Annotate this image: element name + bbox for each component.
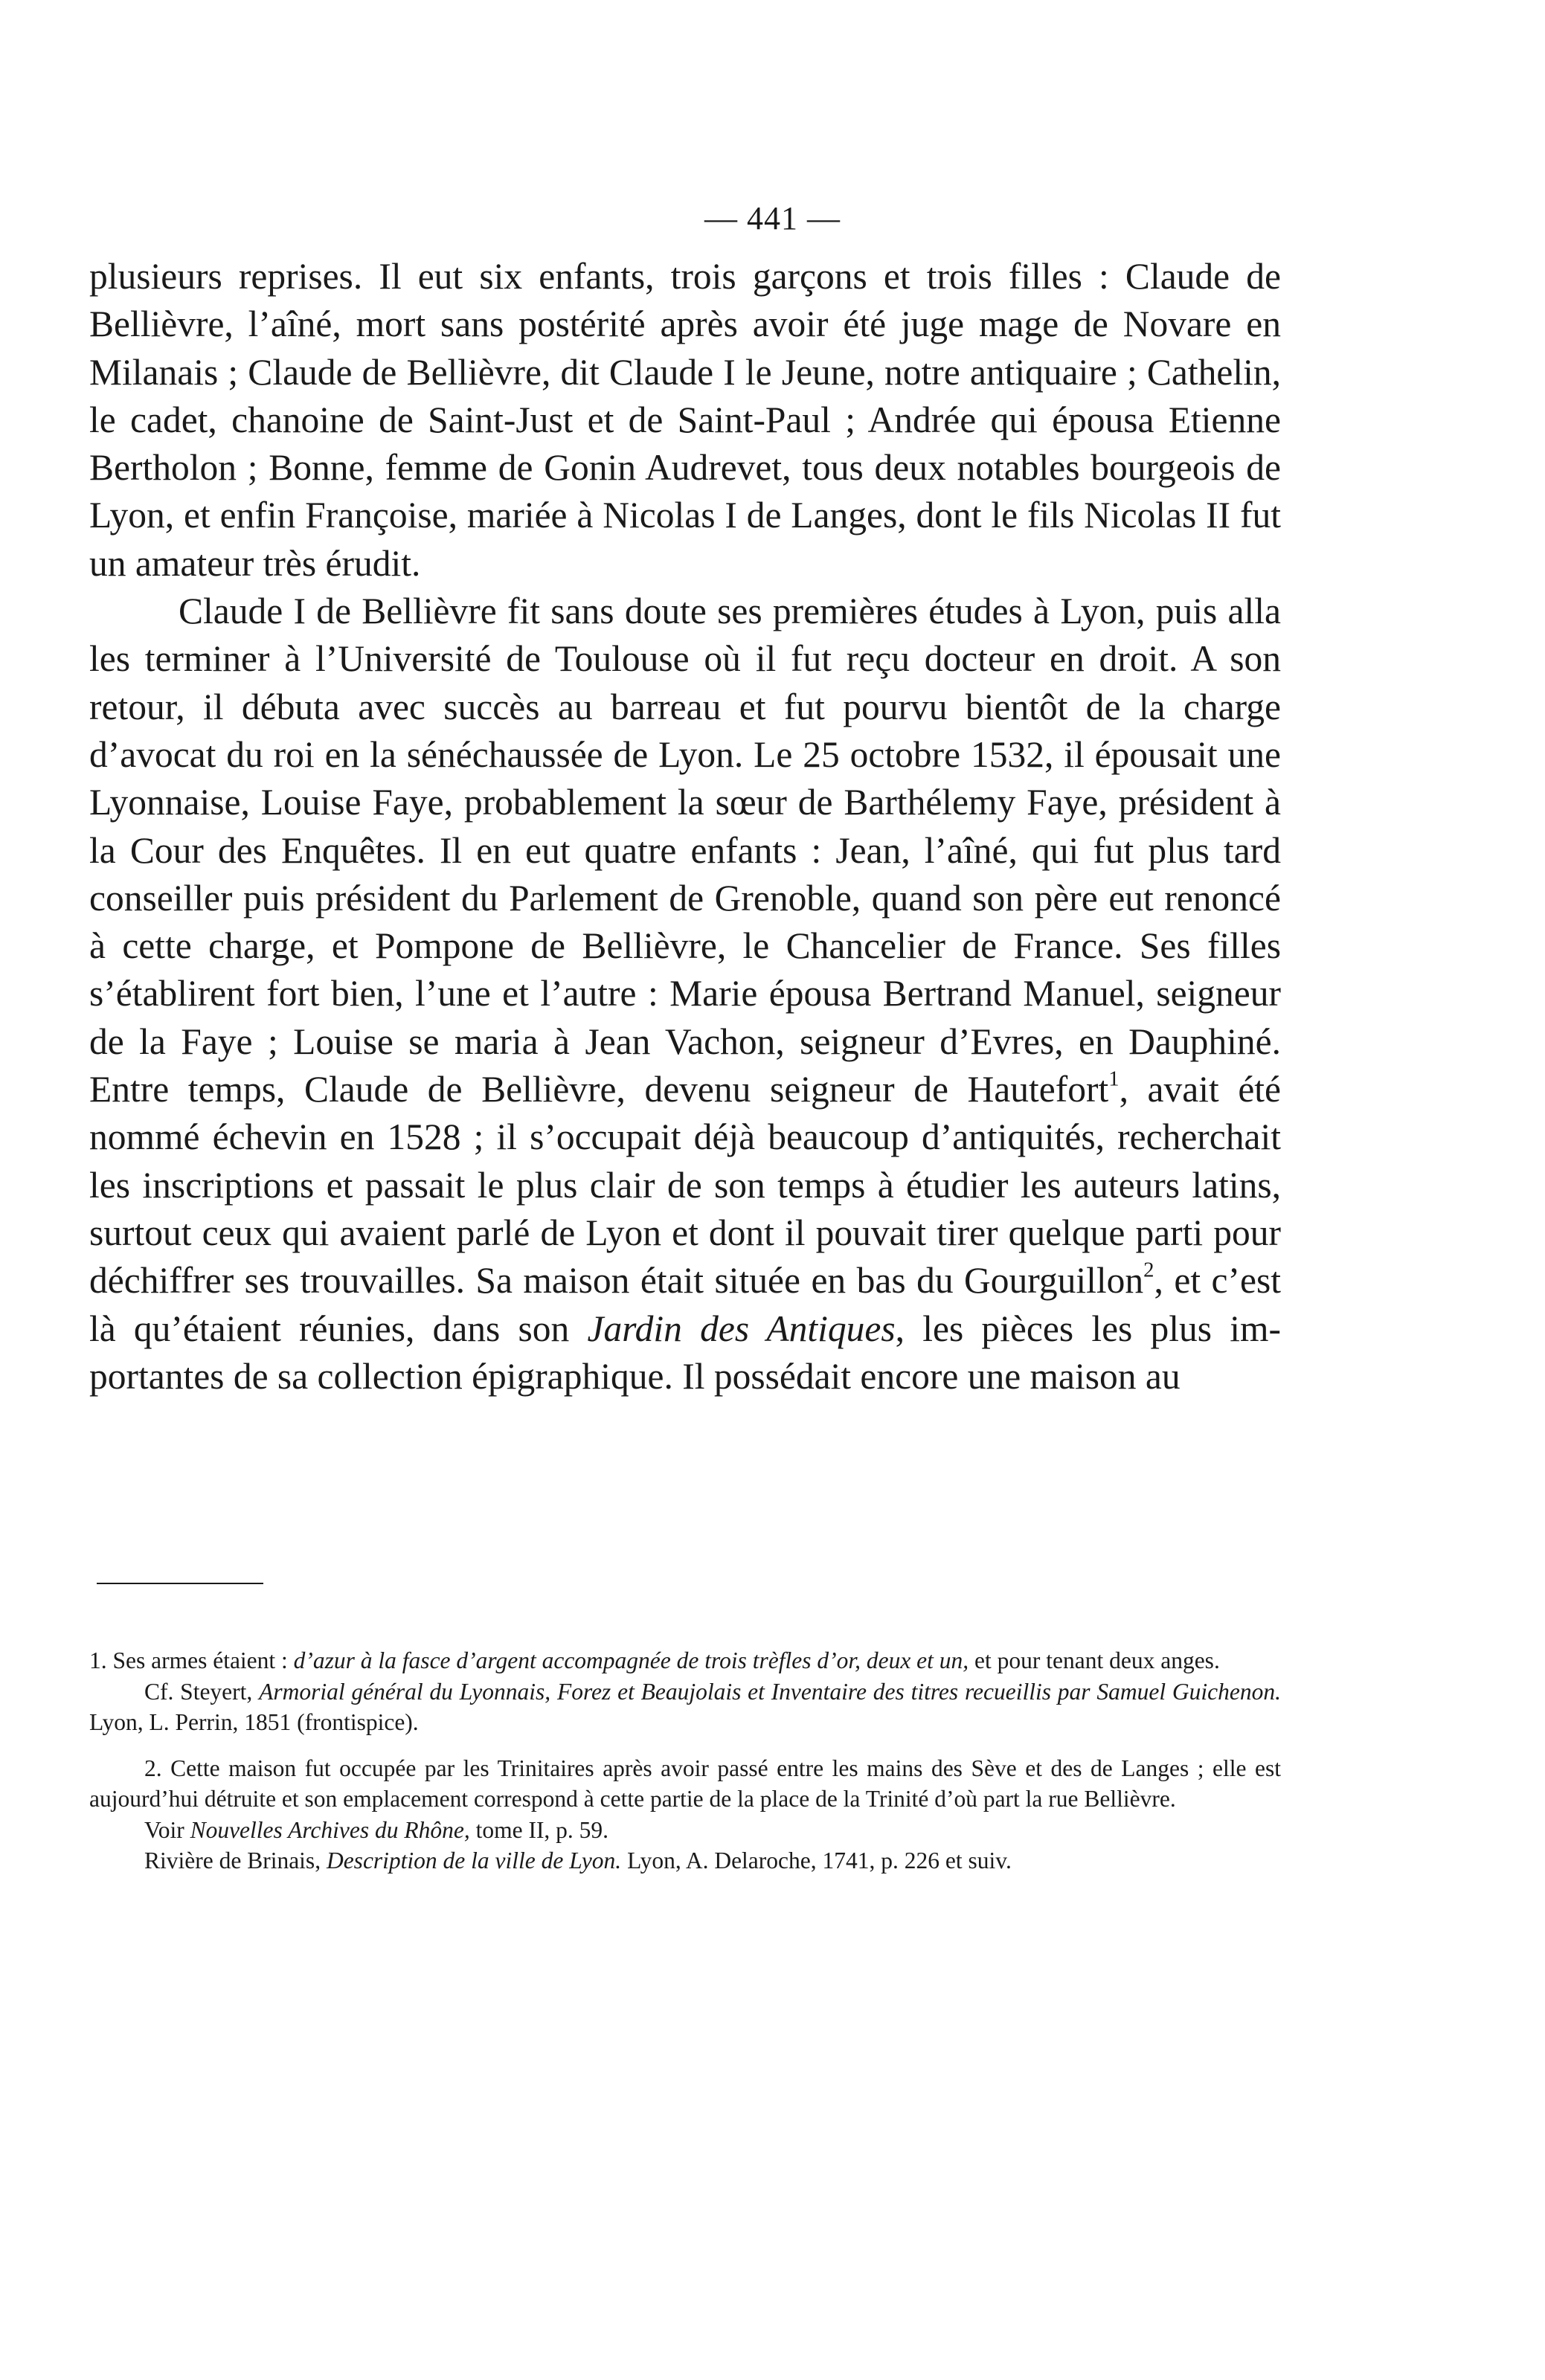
footnote-2-voir-tail: tome II, p. 59. [469, 1816, 609, 1843]
paragraph-1: plusieurs reprises. Il eut six enfants, trois garçons et trois filles : Claude de Bellièvre, l’aîné, mort sans postérité après avoir été juge mage de Novare en Milanais ; Claude de Bellièvre, dit Claude I le Jeune, notre antiquaire ; Cathelin, le cadet, chanoine de Saint-Just et de Saint-Paul ; Andrée qui épousa Etienne Bertholon ; Bonne, femme de Gonin Audrevet, tous deux notables bourgeois de Lyon, et enfin Françoise, mariée à Nicolas I de Langes, dont le fils Nicolas II fut un amateur très érudit. [89, 256, 1281, 584]
footnote-1-tail: et pour tenant deux anges. [969, 1647, 1220, 1673]
main-text [89, 253, 1281, 1400]
paragraph-2-italic-title: Jardin des Antiques [587, 1308, 896, 1349]
footnote-1 [89, 1645, 1281, 1676]
footnote-2-label: 2. [144, 1755, 162, 1781]
footnote-ref-1: 1 [1108, 1067, 1120, 1091]
footnote-1-lead: Ses armes étaient : [106, 1647, 294, 1673]
footnote-2-riviere-italic: Description de la ville de Lyon. [326, 1847, 622, 1874]
paragraph-2-text-d: , les pièces les plus importantes de sa collection épigraphique. Il possédait encore une maison au [89, 1308, 1281, 1397]
footnote-2-voir-italic: Nouvelles Archives du Rhône, [190, 1816, 470, 1843]
footnote-2-voir-lead: Voir [144, 1816, 190, 1843]
footnote-separator [97, 1583, 263, 1584]
footnote-1-label: 1. [89, 1647, 107, 1673]
footnote-2 [89, 1753, 1281, 1815]
paragraph-2-text-b: , avait été nommé échevin en 1528 ; il s’occupait déjà beaucoup d’antiquités, recherchait les inscriptions et passait le plus clair de son temps à étudier les auteurs latins, surtout ceux qui avaient parlé de Lyon et dont il pouvait tirer quelque parti pour déchiffrer ses trouvailles. Sa maison était située en bas du Gourguillon [89, 1069, 1282, 1302]
footnotes [89, 1645, 1281, 1876]
footnote-2-riviere-lead: Rivière de Brinais, [144, 1847, 327, 1874]
footnote-2-riviere [89, 1845, 1281, 1876]
paragraph-2-text-a: Claude I de Bellièvre fit sans doute ses premières études à Lyon, puis alla les terminer à l’Université de Toulouse où il fut reçu docteur en droit. A son retour, il débuta avec succès au barreau et fut pourvu bientôt de la charge d’avocat du roi en la sénéchaussée de Lyon. Le 25 octobre 1532, il épousait une Lyonnaise, Louise Faye, probablement la sœur de Barthélemy Faye, président à la Cour des Enquêtes. Il en eut quatre enfants : Jean, l’aîné, qui fut plus tard conseiller puis président du Parlement de Grenoble, quand son père eut renoncé à cette charge, et Pompone de Bellièvre, le Chancelier de France. Ses filles s’établirent fort bien, l’une et l’autre : Marie épousa Bertrand Manuel, seigneur de la Faye ; Louise se maria à Jean Vachon, seigneur d’Evres, en Dauphiné. Entre temps, Claude de Bellièvre, devenu seigneur de Hautefort [89, 591, 1281, 1110]
footnote-1-ref-tail: Lyon, L. Perrin, 1851 (frontispice). [89, 1709, 419, 1735]
footnote-1-reference [89, 1676, 1281, 1738]
footnote-2-text: Cette maison fut occupée par les Trinitaires après avoir passé entre les mains des Sève et des de Langes ; elle est aujourd’hui détruite et son emplacement correspond à cette partie de la place de la Trinité d’où part la rue Bellièvre. [89, 1755, 1281, 1812]
footnote-ref-2: 2 [1143, 1258, 1154, 1282]
paragraph-2 [89, 588, 1281, 1400]
footnote-1-ref-italic: Armorial général du Lyonnais, Forez et Beaujolais et Inventaire des titres recueillis par Samuel Guichenon. [259, 1678, 1281, 1705]
footnote-2-riviere-tail: Lyon, A. Delaroche, 1741, p. 226 et suiv. [621, 1847, 1012, 1874]
footnote-1-italic: d’azur à la fasce d’argent accompagnée de trois trèfles d’or, deux et un, [293, 1647, 969, 1673]
paragraph-2-text-c: , et c’est là qu’étaient réunies, dans son [89, 1260, 1281, 1349]
page-number: — 441 — [704, 200, 841, 237]
footnote-1-ref-lead: Cf. Steyert, [144, 1678, 260, 1705]
footnote-2-voir [89, 1815, 1281, 1846]
